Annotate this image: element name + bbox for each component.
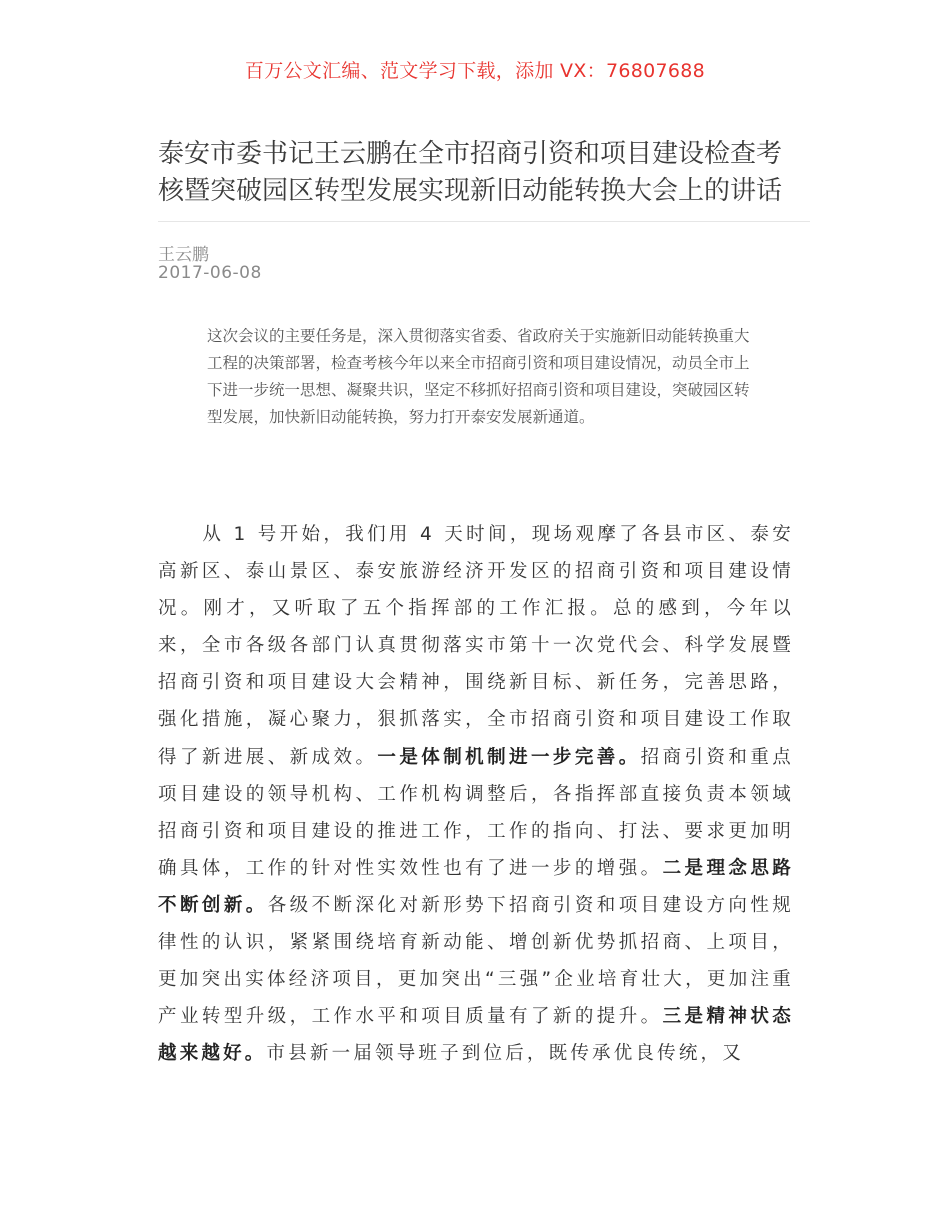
article-title: 泰安市委书记王云鹏在全市招商引资和项目建设检查考核暨突破园区转型发展实现新旧动能转换大会上的讲话	[158, 139, 783, 206]
body-intro: 从 1 号开始，我们用 4 天时间，现场观摩了各县市区、泰安高新区、泰山景区、泰安旅游经济开发区的招商引资和项目建设情况。刚才，又听取了五个指挥部的工作汇报。总的感到，今年以来，全市各级各部门认真贯彻落实市第十一次党代会、科学发展暨招商引资和项目建设大会精神，围绕新目标、新任务，完善思路，强化措施，凝心聚力，狠抓落实，全市招商引资和项目建设工作取得了新进展、新成效。	[158, 524, 794, 768]
download-banner: 百万公文汇编、范文学习下载，添加 VX：76807688	[244, 60, 706, 82]
body-point3-heading: 三是精神状态越来越好。	[158, 1006, 795, 1065]
article-author: 王云鹏	[158, 245, 209, 265]
article-date: 2017-06-08	[158, 263, 262, 283]
article-abstract: 这次会议的主要任务是，深入贯彻落实省委、省政府关于实施新旧动能转换重大工程的决策部署，检查考核今年以来全市招商引资和项目建设情况，动员全市上下进一步统一思想、凝聚共识，坚定不移抓好招商引资和项目建设，突破园区转型发展，加快新旧动能转换，努力打开泰安发展新通道。	[207, 327, 750, 426]
body-point1-text: 招商引资和重点项目建设的领导机构、工作机构调整后，各指挥部直接负责本领域招商引资和项目建设的推进工作，工作的指向、打法、要求更加明确具体，工作的针对性实效性也有了进一步的增强。	[158, 746, 794, 879]
body-point2-text: 各级不断深化对新形势下招商引资和项目建设方向性规律性的认识，紧紧围绕培育新动能、增创新优势抓招商、上项目，更加突出实体经济项目，更加突出“三强”企业培育壮大，更加注重产业转型升级，工作水平和项目质量有了新的提升。	[158, 894, 794, 1028]
body-point2-heading: 二是理念思路不断创新。	[158, 857, 795, 916]
title-divider	[158, 221, 810, 222]
body-point3-text: 市县新一届领导班子到位后，既传承优良传统，又	[266, 1043, 744, 1065]
body-point1-heading: 一是体制机制进一步完善。	[377, 746, 641, 768]
article-body-paragraph	[158, 516, 794, 1072]
